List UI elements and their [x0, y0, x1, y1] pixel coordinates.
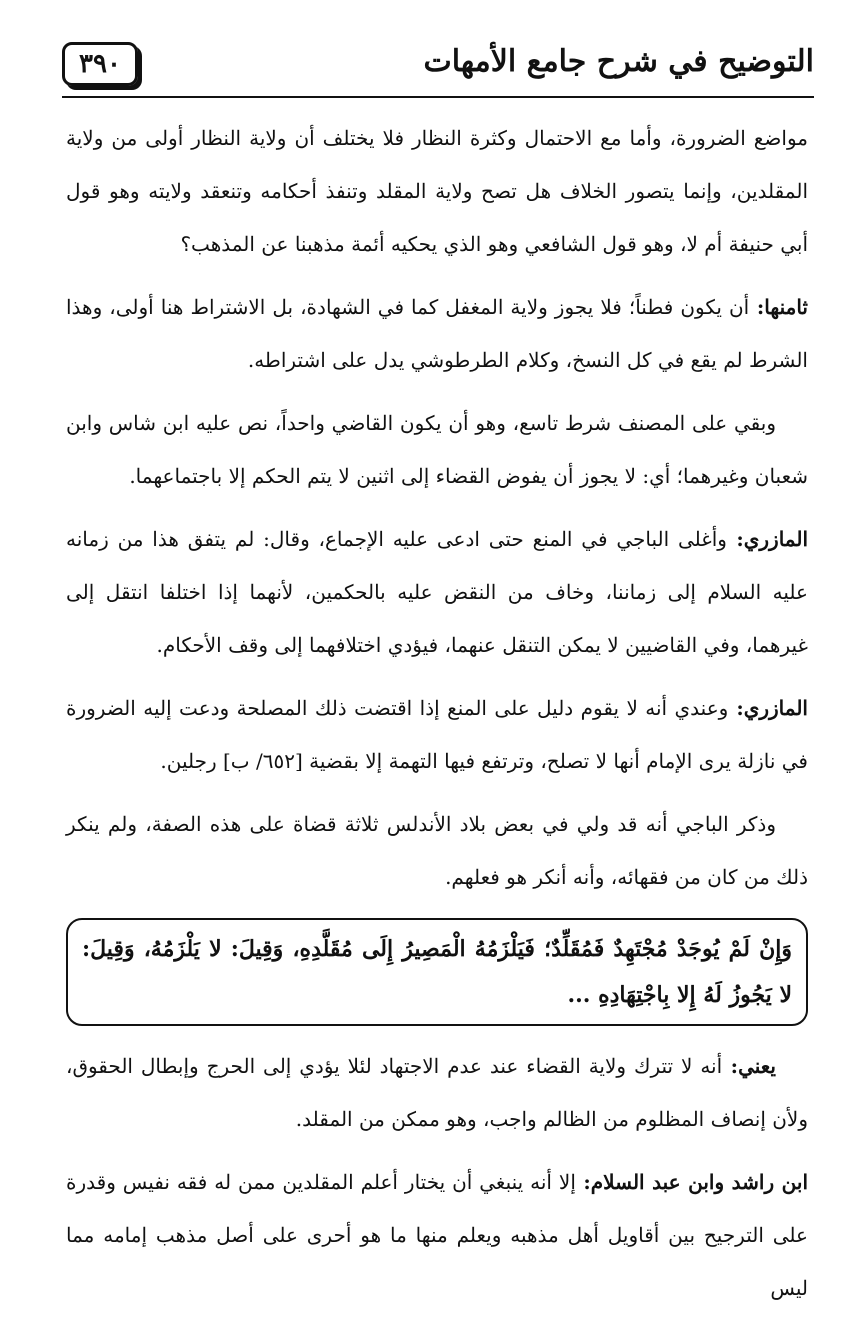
header-rule — [62, 96, 814, 98]
paragraph-text: أنه لا تترك ولاية القضاء عند عدم الاجتهاد لئلا يؤدي إلى الحرج وإبطال الحقوق، ولأن إنصاف المظلوم من الظالم واجب، وهو ممكن من المقلد. — [66, 1054, 808, 1131]
running-title: التوضيح في شرح جامع الأمهات — [423, 44, 814, 79]
paragraph-text: مواضع الضرورة، وأما مع الاحتمال وكثرة النظار فلا يختلف أن ولاية النظار أولى من ولاية المقلدين، وإنما يتصور الخلاف هل تصح ولاية المقلد وتنفذ أحكامه وتنعقد ولايته وهو قول أبي حنيفة أم لا، وهو قول الشافعي وهو الذي يحكيه أئمة مذهبنا عن المذهب؟ — [66, 126, 808, 256]
paragraph-text: إلا أنه ينبغي أن يختار أعلم المقلدين ممن له فقه نفيس وقدرة على الترجيح بين أقاويل أهل مذهبه ويعلم منها ما هو أحرى على أصل مذهب إمامه مما ليس — [66, 1170, 808, 1300]
paragraph — [66, 397, 808, 503]
page-number-box — [62, 42, 138, 86]
page-header — [62, 36, 814, 98]
matn-box — [66, 918, 808, 1026]
paragraph-lead: المازري: — [728, 696, 808, 720]
paragraph-lead: المازري: — [726, 527, 808, 551]
paragraph — [66, 1040, 808, 1146]
paragraph-text: أن يكون فطناً؛ فلا يجوز ولاية المغفل كما في الشهادة، بل الاشتراط هنا أولى، وهذا الشرط لم يقع في كل النسخ، وكلام الطرطوشي يدل على اشتراطه. — [66, 295, 808, 372]
paragraph — [66, 112, 808, 271]
paragraph-lead: ثامنها: — [749, 295, 808, 319]
paragraph-lead: يعني: — [722, 1054, 776, 1078]
page-number: ٣٩٠ — [79, 49, 121, 79]
paragraph-text: وذكر الباجي أنه قد ولي في بعض بلاد الأندلس ثلاثة قضاة على هذه الصفة، ولم ينكر ذلك من كان من فقهائه، وأنه أنكر هو فعلهم. — [66, 812, 808, 889]
paragraph-text: وعندي أنه لا يقوم دليل على المنع إذا اقتضت ذلك المصلحة ودعت إليه الضرورة في نازلة يرى الإمام أنها لا تصلح، وترتفع فيها التهمة إلا بقضية [٦٥٢/ ب] رجلين. — [66, 696, 808, 773]
paragraph — [66, 281, 808, 387]
paragraph-text: وأغلى الباجي في المنع حتى ادعى عليه الإجماع، وقال: لم يتفق هذا من زمانه عليه السلام إلى زماننا، وخاف من النقض عليه بالحكمين، لأنهما إذا اختلفا انتقل إلى غيرهما، وفي القاضيين لا يمكن التنقل عنهما، فيؤدي اختلافهما إلى وقف الأحكام. — [66, 527, 808, 657]
paragraph — [66, 513, 808, 672]
paragraph-text: وبقي على المصنف شرط تاسع، وهو أن يكون القاضي واحداً، نص عليه ابن شاس وابن شعبان وغيرهما؛ أي: لا يجوز أن يفوض القضاء إلى اثنين لا يتم الحكم إلا باجتماعهما. — [66, 411, 808, 488]
paragraph-lead: ابن راشد وابن عبد السلام: — [575, 1170, 808, 1194]
paragraph — [66, 682, 808, 788]
paragraph — [66, 1156, 808, 1315]
paragraph — [66, 798, 808, 904]
page-body — [66, 112, 808, 1325]
matn-text: وَإِنْ لَمْ يُوجَدْ مُجْتَهِدٌ فَمُقَلِّدٌ؛ فَيَلْزَمُهُ الْمَصِيرُ إِلَى مُقَلَّدِهِ، وَقِيلَ: لا يَلْزَمُهُ، وَقِيلَ: لا يَجُوزُ لَهُ إِلا بِاجْتِهَادِهِ ... — [82, 936, 792, 1008]
